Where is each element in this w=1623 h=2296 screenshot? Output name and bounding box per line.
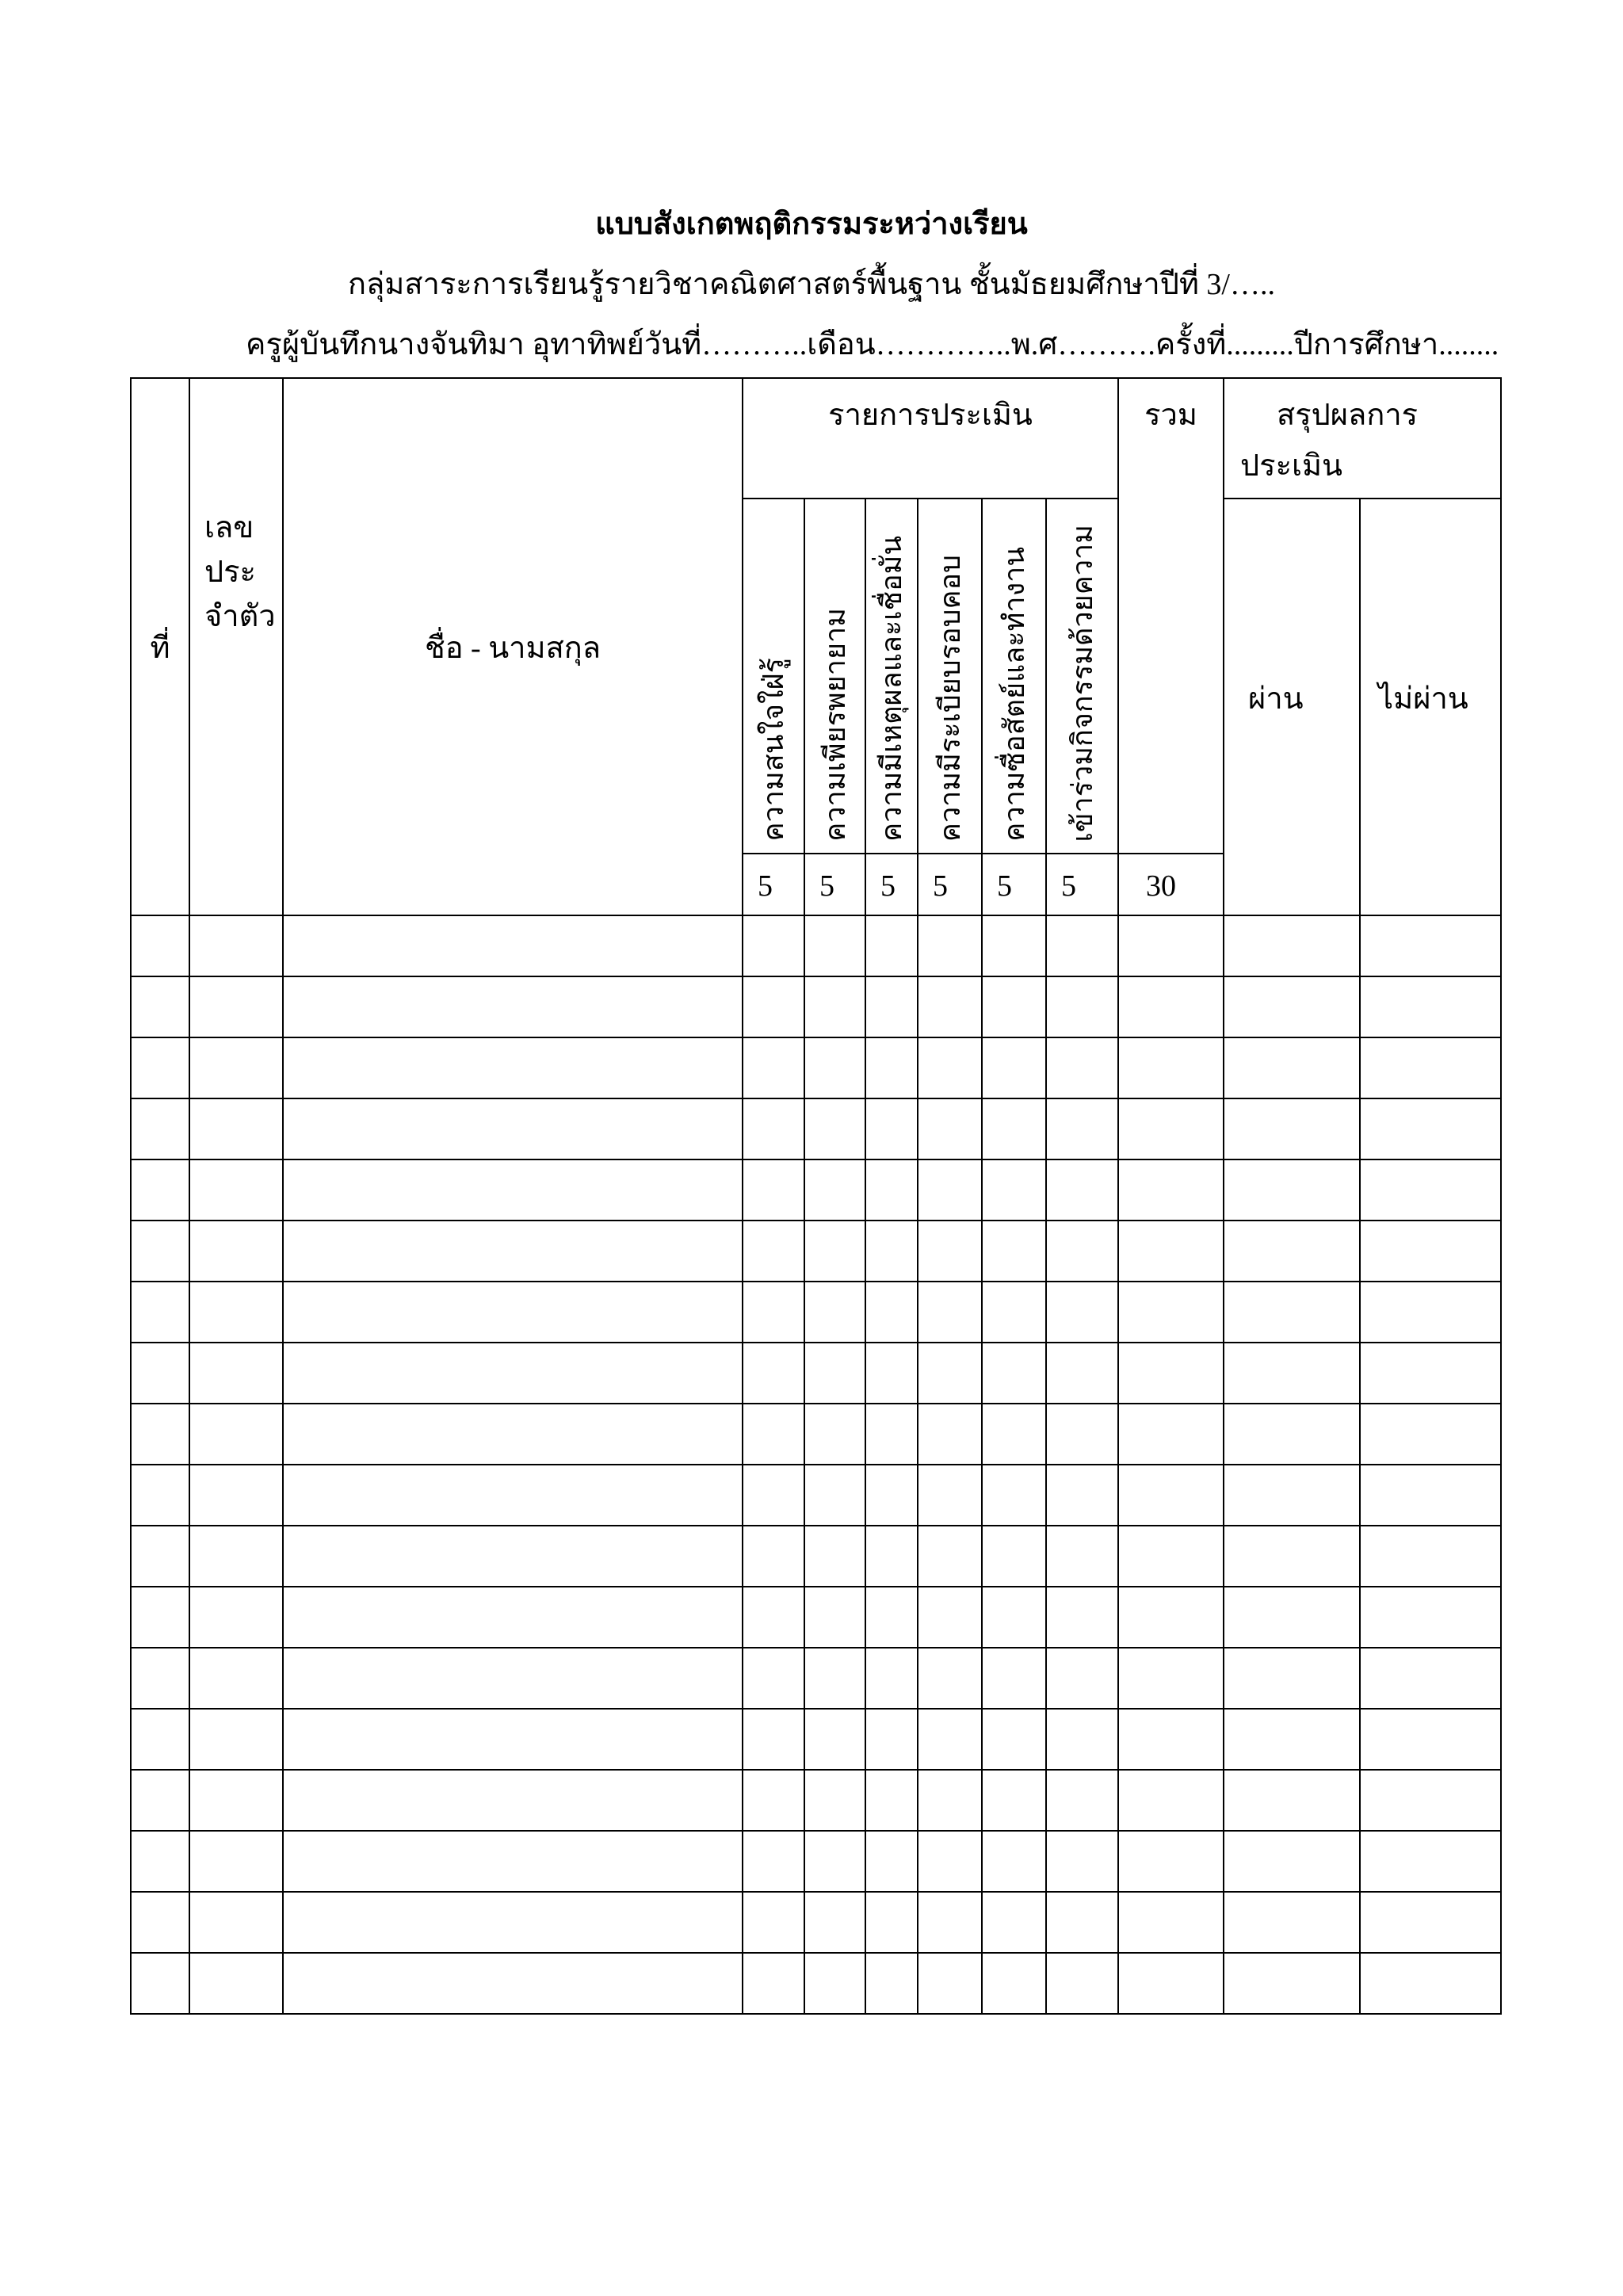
cell-criterion-5 (982, 1404, 1046, 1465)
cell-criterion-5 (982, 1343, 1046, 1404)
table-row (131, 1953, 1501, 2014)
cell-criterion-1 (743, 1770, 804, 1831)
cell-criterion-1 (743, 1892, 804, 1953)
cell-full-name (283, 1037, 743, 1098)
cell-criterion-6 (1046, 1831, 1118, 1892)
cell-criterion-6 (1046, 976, 1118, 1037)
cell-criterion-2 (804, 1648, 865, 1709)
header-total: รวม (1118, 378, 1224, 854)
cell-criterion-6 (1046, 1648, 1118, 1709)
cell-pass (1224, 1404, 1360, 1465)
cell-criterion-1 (743, 976, 804, 1037)
cell-total (1118, 1953, 1224, 2014)
cell-criterion-3 (865, 1953, 918, 2014)
cell-criterion-1 (743, 1709, 804, 1770)
cell-no (131, 1709, 189, 1770)
cell-criterion-3 (865, 1037, 918, 1098)
cell-student-id (189, 1648, 283, 1709)
cell-criterion-4 (918, 1343, 982, 1404)
cell-criterion-2 (804, 1404, 865, 1465)
table-row (131, 1037, 1501, 1098)
cell-criterion-5 (982, 915, 1046, 976)
header-criteria: รายการประเมิน (743, 378, 1118, 499)
cell-criterion-6 (1046, 1282, 1118, 1343)
cell-full-name (283, 1709, 743, 1770)
cell-student-id (189, 1892, 283, 1953)
cell-criterion-1 (743, 1526, 804, 1587)
cell-student-id (189, 1343, 283, 1404)
cell-criterion-1 (743, 1404, 804, 1465)
cell-no (131, 1587, 189, 1648)
cell-criterion-4 (918, 915, 982, 976)
criterion-header (804, 499, 865, 854)
cell-criterion-2 (804, 1953, 865, 2014)
cell-no (131, 1465, 189, 1526)
cell-criterion-4 (918, 1953, 982, 2014)
cell-criterion-2 (804, 1282, 865, 1343)
table-row (131, 1587, 1501, 1648)
cell-criterion-6 (1046, 1587, 1118, 1648)
criterion-label: ความมีเหตุผลและเชื่อมั่น (876, 536, 907, 842)
form-title: แบบสังเกตพฤติกรรมระหว่างเรียน (595, 208, 1028, 241)
cell-criterion-3 (865, 1770, 918, 1831)
cell-fail (1360, 1465, 1501, 1526)
cell-criterion-3 (865, 1526, 918, 1587)
cell-fail (1360, 1404, 1501, 1465)
form-subtitle: กลุ่มสาระการเรียนรู้รายวิชาคณิตศาสตร์พื้นฐาน ชั้นมัธยมศึกษาปีที่ 3/….. (348, 268, 1275, 301)
cell-pass (1224, 1587, 1360, 1648)
cell-no (131, 1892, 189, 1953)
cell-student-id (189, 1159, 283, 1221)
table-row (131, 1648, 1501, 1709)
cell-criterion-1 (743, 1159, 804, 1221)
cell-no (131, 976, 189, 1037)
cell-fail (1360, 1221, 1501, 1282)
table-row (131, 1404, 1501, 1465)
cell-criterion-5 (982, 1098, 1046, 1159)
cell-fail (1360, 915, 1501, 976)
criterion-max-score: 5 (865, 854, 918, 915)
table-row (131, 1282, 1501, 1343)
cell-pass (1224, 1343, 1360, 1404)
criterion-max-score: 5 (804, 854, 865, 915)
cell-total (1118, 1770, 1224, 1831)
cell-full-name (283, 1404, 743, 1465)
cell-criterion-1 (743, 1282, 804, 1343)
cell-no (131, 1282, 189, 1343)
cell-fail (1360, 1770, 1501, 1831)
cell-student-id (189, 1526, 283, 1587)
table-row (131, 915, 1501, 976)
cell-criterion-6 (1046, 1465, 1118, 1526)
cell-total (1118, 1159, 1224, 1221)
cell-criterion-1 (743, 1648, 804, 1709)
cell-criterion-6 (1046, 1709, 1118, 1770)
cell-student-id (189, 1282, 283, 1343)
cell-student-id (189, 1587, 283, 1648)
table-row (131, 1892, 1501, 1953)
cell-criterion-2 (804, 1159, 865, 1221)
cell-criterion-3 (865, 1648, 918, 1709)
criterion-label: ความเพียรพยายาม (819, 608, 851, 842)
cell-criterion-4 (918, 1526, 982, 1587)
cell-student-id (189, 1221, 283, 1282)
cell-fail (1360, 1648, 1501, 1709)
criterion-header (982, 499, 1046, 854)
cell-full-name (283, 1221, 743, 1282)
cell-criterion-3 (865, 915, 918, 976)
header-student-id-line: ประ (204, 556, 256, 589)
cell-criterion-4 (918, 1465, 982, 1526)
cell-pass (1224, 1282, 1360, 1343)
cell-no (131, 1037, 189, 1098)
table-row (131, 1343, 1501, 1404)
cell-criterion-5 (982, 1892, 1046, 1953)
cell-no (131, 1831, 189, 1892)
table-row (131, 1709, 1501, 1770)
cell-criterion-4 (918, 976, 982, 1037)
observation-table (130, 377, 1502, 2015)
cell-no (131, 1159, 189, 1221)
cell-student-id (189, 1953, 283, 2014)
criterion-max-score: 5 (743, 854, 804, 915)
cell-total (1118, 1221, 1224, 1282)
header-pass: ผ่าน (1224, 499, 1360, 915)
cell-no (131, 1221, 189, 1282)
cell-total (1118, 1526, 1224, 1587)
cell-criterion-2 (804, 1831, 865, 1892)
table-row (131, 1159, 1501, 1221)
cell-pass (1224, 1526, 1360, 1587)
header-summary-line: สรุปผลการ (1277, 399, 1419, 432)
cell-criterion-6 (1046, 1343, 1118, 1404)
cell-criterion-1 (743, 1587, 804, 1648)
cell-criterion-4 (918, 1587, 982, 1648)
teacher-info-line: ครูผู้บันทึกนางจันทิมา อุทาทิพย์วันที่………..เดือน…………..พ.ศ……….ครั้งที่.........ปีการศึกษา........ (246, 328, 1499, 361)
cell-criterion-5 (982, 1221, 1046, 1282)
cell-criterion-3 (865, 1465, 918, 1526)
header-student-id-line: จำตัว (204, 600, 276, 633)
cell-criterion-3 (865, 1098, 918, 1159)
cell-criterion-2 (804, 976, 865, 1037)
cell-pass (1224, 1037, 1360, 1098)
cell-criterion-2 (804, 1098, 865, 1159)
cell-full-name (283, 976, 743, 1037)
cell-no (131, 1098, 189, 1159)
cell-criterion-3 (865, 1282, 918, 1343)
cell-total (1118, 1831, 1224, 1892)
header-summary (1224, 378, 1501, 499)
cell-student-id (189, 1404, 283, 1465)
cell-fail (1360, 1159, 1501, 1221)
cell-total (1118, 1098, 1224, 1159)
cell-criterion-3 (865, 1221, 918, 1282)
cell-no (131, 1953, 189, 2014)
cell-pass (1224, 1709, 1360, 1770)
cell-full-name (283, 1465, 743, 1526)
cell-no (131, 1526, 189, 1587)
cell-fail (1360, 1892, 1501, 1953)
cell-pass (1224, 1770, 1360, 1831)
cell-pass (1224, 1098, 1360, 1159)
cell-fail (1360, 1587, 1501, 1648)
cell-pass (1224, 1953, 1360, 2014)
cell-no (131, 1404, 189, 1465)
cell-criterion-6 (1046, 1953, 1118, 2014)
cell-criterion-2 (804, 1709, 865, 1770)
cell-criterion-3 (865, 1709, 918, 1770)
cell-full-name (283, 1098, 743, 1159)
cell-criterion-1 (743, 1098, 804, 1159)
cell-fail (1360, 1831, 1501, 1892)
cell-criterion-5 (982, 1648, 1046, 1709)
cell-full-name (283, 1343, 743, 1404)
cell-student-id (189, 1037, 283, 1098)
cell-full-name (283, 1770, 743, 1831)
cell-full-name (283, 915, 743, 976)
cell-no (131, 1770, 189, 1831)
cell-fail (1360, 1343, 1501, 1404)
cell-pass (1224, 1831, 1360, 1892)
cell-total (1118, 1892, 1224, 1953)
table-row (131, 1770, 1501, 1831)
cell-criterion-1 (743, 1953, 804, 2014)
cell-student-id (189, 1831, 283, 1892)
cell-criterion-5 (982, 1770, 1046, 1831)
cell-criterion-4 (918, 1770, 982, 1831)
cell-criterion-2 (804, 1221, 865, 1282)
criterion-label: ความสนใจใฝ่รู้ (758, 658, 789, 842)
criterion-max-score: 5 (982, 854, 1046, 915)
criterion-label: ความมีระเบียบรอบคอบ (934, 554, 966, 842)
cell-criterion-6 (1046, 1770, 1118, 1831)
cell-full-name (283, 1587, 743, 1648)
cell-criterion-4 (918, 1831, 982, 1892)
header-fail: ไม่ผ่าน (1360, 499, 1501, 915)
criterion-header (1046, 499, 1118, 854)
cell-student-id (189, 976, 283, 1037)
cell-criterion-6 (1046, 1221, 1118, 1282)
cell-criterion-1 (743, 915, 804, 976)
cell-criterion-4 (918, 1098, 982, 1159)
cell-student-id (189, 1098, 283, 1159)
cell-pass (1224, 915, 1360, 976)
cell-fail (1360, 976, 1501, 1037)
cell-criterion-1 (743, 1221, 804, 1282)
cell-criterion-3 (865, 1892, 918, 1953)
cell-criterion-5 (982, 976, 1046, 1037)
cell-student-id (189, 915, 283, 976)
cell-full-name (283, 1159, 743, 1221)
table-row (131, 1465, 1501, 1526)
cell-criterion-6 (1046, 1892, 1118, 1953)
cell-criterion-2 (804, 1892, 865, 1953)
cell-full-name (283, 1831, 743, 1892)
cell-criterion-2 (804, 915, 865, 976)
cell-total (1118, 1709, 1224, 1770)
header-no: ที่ (131, 378, 189, 915)
cell-pass (1224, 1648, 1360, 1709)
cell-fail (1360, 1282, 1501, 1343)
cell-total (1118, 1465, 1224, 1526)
cell-total (1118, 1343, 1224, 1404)
cell-student-id (189, 1770, 283, 1831)
criterion-label: เข้าร่วมกิจกรรมด้วยความ (1066, 524, 1098, 842)
cell-criterion-3 (865, 1404, 918, 1465)
total-max-score: 30 (1118, 854, 1224, 915)
cell-criterion-5 (982, 1465, 1046, 1526)
cell-total (1118, 1587, 1224, 1648)
cell-criterion-1 (743, 1465, 804, 1526)
cell-total (1118, 915, 1224, 976)
header-full-name: ชื่อ - นามสกุล (283, 378, 743, 915)
cell-criterion-2 (804, 1770, 865, 1831)
table-row (131, 1098, 1501, 1159)
cell-criterion-1 (743, 1343, 804, 1404)
criterion-header (865, 499, 918, 854)
cell-criterion-2 (804, 1465, 865, 1526)
criterion-header (918, 499, 982, 854)
cell-fail (1360, 1709, 1501, 1770)
cell-criterion-3 (865, 1159, 918, 1221)
cell-full-name (283, 1892, 743, 1953)
header-summary-line: ประเมิน (1240, 449, 1343, 483)
cell-criterion-5 (982, 1282, 1046, 1343)
cell-criterion-4 (918, 1159, 982, 1221)
cell-criterion-4 (918, 1892, 982, 1953)
cell-no (131, 1648, 189, 1709)
criterion-label: ความซื่อสัตย์และทำงาน (998, 547, 1030, 842)
cell-fail (1360, 1953, 1501, 2014)
cell-criterion-6 (1046, 1098, 1118, 1159)
criterion-max-score: 5 (1046, 854, 1118, 915)
cell-criterion-6 (1046, 1404, 1118, 1465)
cell-criterion-3 (865, 1587, 918, 1648)
cell-full-name (283, 1282, 743, 1343)
cell-criterion-5 (982, 1831, 1046, 1892)
header-student-id-line: เลข (204, 511, 254, 544)
cell-criterion-3 (865, 1343, 918, 1404)
cell-total (1118, 976, 1224, 1037)
header-student-id (189, 378, 283, 915)
cell-criterion-2 (804, 1037, 865, 1098)
cell-criterion-3 (865, 976, 918, 1037)
cell-criterion-3 (865, 1831, 918, 1892)
cell-no (131, 915, 189, 976)
cell-total (1118, 1282, 1224, 1343)
table-row (131, 1526, 1501, 1587)
cell-full-name (283, 1526, 743, 1587)
table-row (131, 1221, 1501, 1282)
cell-criterion-2 (804, 1526, 865, 1587)
cell-total (1118, 1404, 1224, 1465)
cell-fail (1360, 1098, 1501, 1159)
cell-fail (1360, 1037, 1501, 1098)
criterion-max-score: 5 (918, 854, 982, 915)
cell-total (1118, 1037, 1224, 1098)
cell-fail (1360, 1526, 1501, 1587)
table-row (131, 976, 1501, 1037)
cell-student-id (189, 1709, 283, 1770)
cell-criterion-6 (1046, 1037, 1118, 1098)
cell-criterion-4 (918, 1404, 982, 1465)
cell-criterion-2 (804, 1587, 865, 1648)
cell-criterion-4 (918, 1037, 982, 1098)
cell-pass (1224, 1221, 1360, 1282)
cell-criterion-5 (982, 1037, 1046, 1098)
cell-criterion-5 (982, 1953, 1046, 2014)
cell-criterion-1 (743, 1831, 804, 1892)
cell-criterion-5 (982, 1709, 1046, 1770)
cell-no (131, 1343, 189, 1404)
cell-criterion-4 (918, 1709, 982, 1770)
criterion-header (743, 499, 804, 854)
cell-criterion-6 (1046, 1526, 1118, 1587)
cell-criterion-2 (804, 1343, 865, 1404)
cell-pass (1224, 976, 1360, 1037)
cell-criterion-5 (982, 1159, 1046, 1221)
cell-full-name (283, 1953, 743, 2014)
cell-pass (1224, 1892, 1360, 1953)
cell-criterion-1 (743, 1037, 804, 1098)
cell-student-id (189, 1465, 283, 1526)
cell-full-name (283, 1648, 743, 1709)
cell-criterion-6 (1046, 1159, 1118, 1221)
cell-criterion-4 (918, 1221, 982, 1282)
cell-total (1118, 1648, 1224, 1709)
cell-criterion-6 (1046, 915, 1118, 976)
cell-pass (1224, 1159, 1360, 1221)
table-row (131, 1831, 1501, 1892)
cell-criterion-5 (982, 1587, 1046, 1648)
cell-pass (1224, 1465, 1360, 1526)
cell-criterion-5 (982, 1526, 1046, 1587)
cell-criterion-4 (918, 1648, 982, 1709)
cell-criterion-4 (918, 1282, 982, 1343)
